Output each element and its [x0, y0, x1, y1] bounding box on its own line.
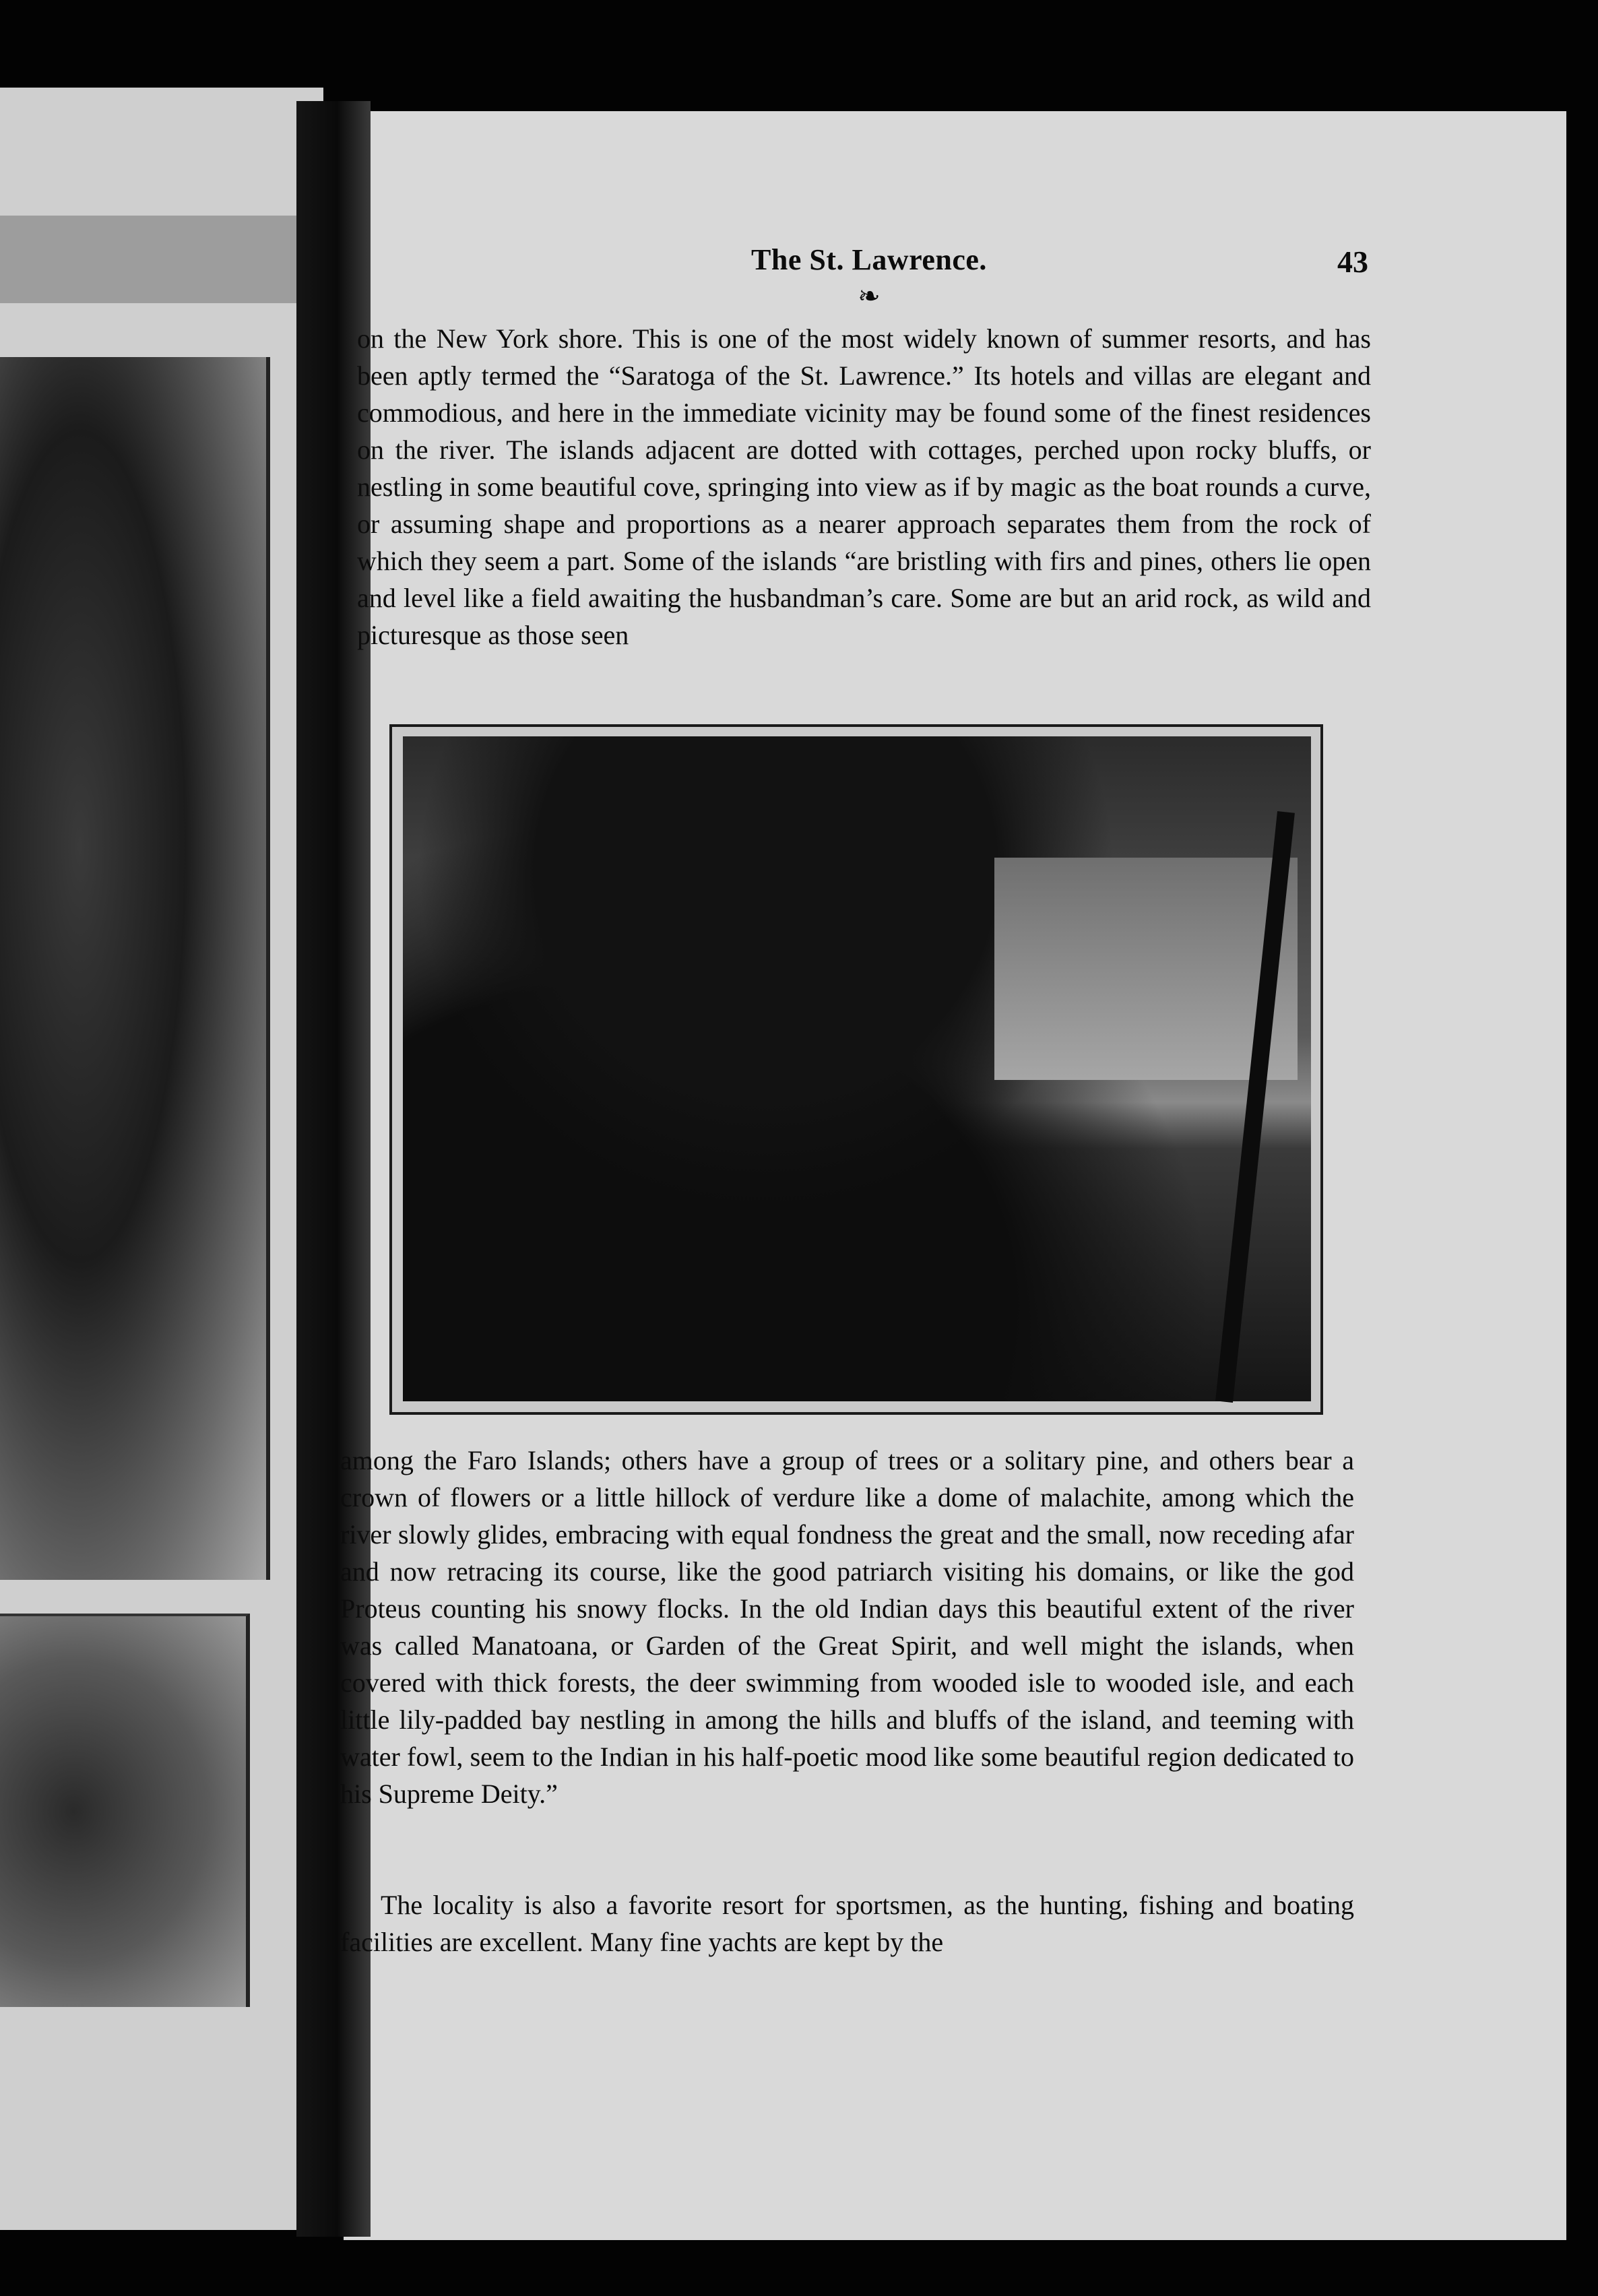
island-photograph-frame [389, 724, 1323, 1415]
facing-page-photograph-top [0, 357, 270, 1580]
body-paragraph-3: The locality is also a favorite resort for sportsmen, as the hunting, fishing and boating facilities are excellent. Many fine yachts are kept by the [340, 1890, 1354, 1957]
island-photograph [403, 736, 1311, 1401]
ornament-icon: ❧ [858, 281, 881, 311]
facing-page-photograph-bottom [0, 1614, 250, 2007]
facing-page [0, 88, 323, 2230]
body-paragraph-1: on the New York shore. This is one of the most widely known of summer resorts, and has been aptly termed the “Saratoga of the St. Lawrence.” Its hotels and villas are elegant and commodious, and here in the immediate vicinity may be found some of the finest residences on the river. The islands adjacent are dotted with cottages, perched upon rocky bluffs, or nestling in some beautiful cove, springing into view as if by magic as the boat rounds a curve, or assuming shape and proportions as a nearer approach separates them from the rock of which they seem a part. Some of the islands “are bristling with firs and pines, others lie open and level like a field awaiting the husbandman’s care. Some are but an arid rock, as wild and picturesque as those seen [357, 323, 1371, 650]
facing-page-band [0, 216, 296, 303]
running-title: The St. Lawrence. [751, 243, 987, 276]
body-paragraph-2: among the Faro Islands; others have a group of trees or a solitary pine, and others bear a crown of flowers or a little hillock of verdure like a dome of malachite, among which the river slowly glides, embracing with equal fondness the great and the small, now receding afar and now retracing its course, like the good patriarch visiting his domains, or like the god Proteus counting his snowy flocks. In the old Indian days this beautiful extent of the river was called Manatoana, or Garden of the Great Spirit, and well might the islands, when covered with thick forests, the deer swimming from wooded isle to wooded isle, and each little lily-padded bay nestling in among the hills and bluffs of the island, and teeming with water fowl, seem to the Indian in his half-poetic mood like some beautiful region dedicated to his Supreme Deity.” [340, 1445, 1354, 1809]
page-number: 43 [1337, 245, 1368, 279]
